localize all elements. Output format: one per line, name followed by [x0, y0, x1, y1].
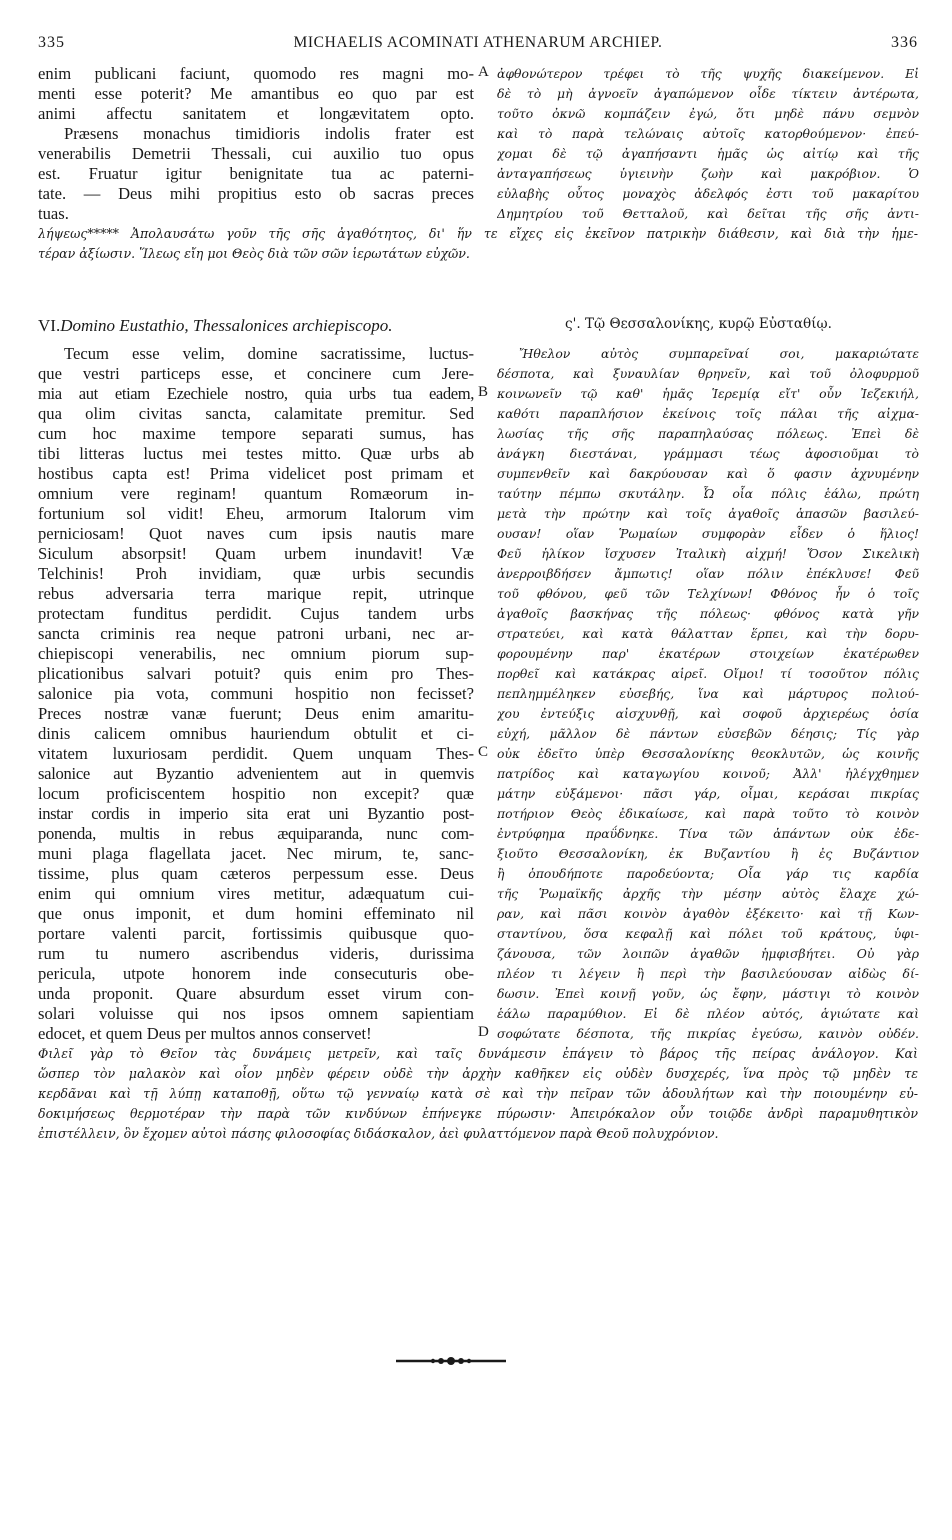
latin-column-v [38, 64, 474, 224]
latin-line: animi affectu sanitatem et longævitatem opto. [38, 104, 474, 123]
greek-line: Φεῦ ἡλίκον ἴσχυσεν Ἰταλικὴ αἰχμή! Ὅσον Σικελικὴ [497, 546, 919, 561]
margin-letter-a: A [478, 64, 489, 80]
latin-line: pericula, utpote honorem inde consecuturis obe- [38, 964, 474, 983]
greek-line: τοῦ φθόνου, φεῦ τῶν Τελχίνων! Φθόνος ἦν ὁ τοῖς [497, 586, 919, 601]
latin-line: dinis calicem omnibus hauriendum obtulit et ci- [38, 724, 474, 743]
greek-column-vi [497, 344, 919, 1044]
greek-line: κερδᾶναι καὶ τῇ λύπῃ καταποθῇ, οὕτω τῷ γενναίῳ κατὰ σὲ καὶ τὴν πεῖραν τῶν ἀδουλήτων καὶ τὴν ποιουμένην εὐ- [38, 1086, 918, 1101]
greek-line: ποτήριον Θεὸς ἐδικαίωσε, καὶ παρὰ τοῦτο τὸ κοινὸν [497, 806, 919, 821]
greek-fullwidth-v [38, 224, 918, 264]
greek-line: ἀνάγκη διεστάναι, γράμμασι τέως ἀφοσιοῦμαι τὸ [497, 446, 919, 461]
greek-line: ραν, καὶ πᾶσι κοινὸν ἀγαθὸν ἐξέκειτο· καὶ τῇ Κων- [497, 906, 919, 921]
margin-letter-d: D [478, 1024, 489, 1040]
latin-line: Telchinis! Proh invidiam, quæ urbis secundis [38, 564, 474, 583]
greek-line: λήψεως***** Ἀπολαυσάτω γοῦν τῆς σῆς ἀγαθότητος, δι' ἥν τε εἴχες εἰς ἐκεῖνον πατρικὴν διάθεσιν, καὶ διὰ τὴν ἡμε- [38, 226, 918, 241]
latin-line: omnium vere reginam! quantum Romæorum in- [38, 484, 474, 503]
greek-line: ἀνταγαπήσεως ὑγιεινὴν ζωὴν καὶ μακρόβιον. Ὁ [497, 166, 919, 181]
latin-line: est. Fruatur igitur benignitate tua ac paterni- [38, 164, 474, 183]
latin-line: que vestri particeps esse, et concinere cum Jere- [38, 364, 474, 383]
greek-line: Δημητρίου τοῦ Θετταλοῦ, καὶ δεῖται τῆς σῆς ἀντι- [497, 206, 919, 221]
greek-line: πατρίδος καὶ καταγωγίου κοινοῦ; Ἀλλ' ἠλέγχθημεν [497, 766, 919, 781]
latin-line: unda proponit. Quare absurdum esset virum con- [38, 984, 474, 1003]
greek-line: ουσαν! οἵαν Ῥωμαίων συμφορὰν εἶδεν ὁ ἥλιος! [497, 526, 919, 541]
latin-line: Preces nostræ vanæ fuerunt; Deus enim amaritu- [38, 704, 474, 723]
margin-letter-c: C [478, 744, 489, 760]
latin-line: Præsens monachus timidioris indolis frater est [64, 124, 474, 143]
latin-line: tuas. [38, 204, 69, 223]
latin-line: menti esse poterit? Me amantibus eo quo par est [38, 84, 474, 103]
greek-line: σταντίνου, ὅσα κεφαλῇ καὶ πόλει τοῦ κράτους, ὑφι- [497, 926, 919, 941]
latin-line: sancta criminis rea neque patroni urbani, nec ar- [38, 624, 474, 643]
greek-line: δωσιν. Ἐπεὶ κοινῇ γοῦν, ὡς ἔφην, μάστιγι τὸ κοινὸν [497, 986, 919, 1001]
latin-line: rum tu numero ascribendus videris, durissima [38, 944, 474, 963]
latin-line: venerabilis Demetrii Thessali, cui auxilio tuo opus [38, 144, 474, 163]
greek-line: πλέον τι λέγειν ἢ περὶ τὴν βασιλεύουσαν αἰδὼς δί- [497, 966, 919, 981]
latin-line: fortunium sol vidit! Eheu, armorum Italorum vim [38, 504, 474, 523]
latin-line: salonice aut Byzantio advenientem aut in quemvis [38, 764, 474, 783]
greek-line: ἀφθονώτερον τρέφει τὸ τῆς ψυχῆς διακείμενον. Εἰ [497, 66, 919, 81]
page-number-left: 335 [38, 34, 65, 51]
section-vi-latin-heading: VI.Domino Eustathio, Thessalonices archiepiscopo. [38, 316, 393, 335]
greek-line: στρατεύει, καὶ κατὰ θάλατταν ἕρπει, καὶ τὴν δορυ- [497, 626, 919, 641]
greek-line: ζάνουσα, τῶν λοιπῶν ἀγαθῶν ἡμφισβήτει. Οὐ γὰρ [497, 946, 919, 961]
greek-line: μάτην εὐξάμενοι· πᾶσι γάρ, οἶμαι, κεράσαι πικρίας [497, 786, 919, 801]
greek-line: δὲ τὸ μὴ ἀγνοεῖν ἀγαπώμενον οἶδε τίκτειν ἀντέρωτα, [497, 86, 919, 101]
greek-line: ξιοῦτο Θεσσαλονίκη, ἐκ Βυζαντίου ἢ ἐς Βυζάντιον [497, 846, 919, 861]
latin-line: rebus adversaria terra marique repit, utrinque [38, 584, 474, 603]
greek-line: τοῦτο ὀκνῶ κομπάζειν ἐγώ, ὅτι μηδὲ πάνυ σεμνὸν [497, 106, 919, 121]
latin-line: solari voluisse qui nos ipsos omnem sapientiam [38, 1004, 474, 1023]
latin-line: enim qui omnium vires metitur, adæquatum cui- [38, 884, 474, 903]
page-number-right: 336 [891, 34, 918, 51]
greek-line: τῆς Ῥωμαϊκῆς ἀρχῆς τὴν μέσην αὐτὸς ἔλαχε χώ- [497, 886, 919, 901]
latin-line: Tecum esse velim, domine sacratissime, luctus- [64, 344, 474, 363]
running-title: MICHAELIS ACOMINATI ATHENARUM ARCHIEP. [293, 34, 663, 51]
greek-line: ἀνερροιβδήσεν ἄμπωτις! οἵαν πόλιν ἐπέκλυσε! Φεῦ [497, 566, 919, 581]
greek-line: ἐπιστέλλειν, ὃν ἔχομεν αὐτοὶ πάσης φιλοσοφίας διδάσκαλον, ἀεὶ φυλαττόμενον παρὰ Θεοῦ πολυχρόνιον. [38, 1126, 719, 1141]
latin-line: Siculum absorpsit! Quam urbem inundavit! Væ [38, 544, 474, 563]
latin-line: tibi litteras luctus mei testes mitto. Quæ urbs ab [38, 444, 474, 463]
greek-line: ἀγαθοῖς βασκήνας τῆς πόλεως· φθόνος κατὰ γῆν [497, 606, 919, 621]
latin-line: mia aut etiam Ezechiele nostro, quia urbs tua eadem, [38, 384, 474, 403]
latin-line: tate. — Deus mihi propitius esto ob sacras preces [38, 184, 474, 203]
latin-line: plicationibus salvari potuit? quis enim pro Thes- [38, 664, 474, 683]
greek-line: ἢ ὁπουδήποτε παροδεύοντα; Οἷα γάρ τις καρδία [497, 866, 919, 881]
greek-line: κοινωνεῖν τῷ καθ' ἡμᾶς Ἱερεμίᾳ εἴτ' οὖν Ἰεζεκιήλ, [497, 386, 919, 401]
latin-line: tissime, plus quam cæteros perpessum esse. Deus [38, 864, 474, 883]
ornament-divider [396, 1355, 506, 1367]
latin-line: salonice pia vota, communi hospitio non fecisset? [38, 684, 474, 703]
greek-line: ἐντρύφημα πραΰδνηκε. Τίνα τῶν ἁπάντων οὐκ ἐδε- [497, 826, 919, 841]
greek-line: σοφώτατε δέσποτα, τῆς πικρίας ἐγεύσω, καινὸν οὐδέν. [497, 1026, 919, 1041]
greek-line: ὥσπερ τὸν μαλακὸν καὶ οἷον μηδὲν φέρειν οὐδὲ τὴν ἀρχὴν καθῆκεν εἰς οὐδὲν δυσχερές, ἵνα πρὸς τῷ μηδὲν τε [38, 1066, 918, 1081]
latin-line: vitatem luxuriosam perdidit. Quem unquam Thes- [38, 744, 474, 763]
greek-line: χου ἐντεύξις αἰσχυνθῇ, καὶ σοφοῦ ἀρχιερέως ὁσία [497, 706, 919, 721]
latin-line: ponenda, multis in rebus æquiparanda, nunc com- [38, 824, 474, 843]
greek-line: οὐκ ἐδεῖτο ὑπὲρ Θεσσαλονίκης θεοκλυτῶν, ὡς κοινῆς [497, 746, 919, 761]
greek-line: ἑάλω παραμύθιον. Εἰ δὲ πλέον αὐτός, ἁγιώτατε καὶ [497, 1006, 919, 1021]
latin-line: instar cordis in imperio sita erat uni Byzantio post- [38, 804, 474, 823]
latin-line: qua olim civitas sancta, calamitate premitur. Sed [38, 404, 474, 423]
greek-line: φορουμένην παρ' ἑκατέρων στοιχείων ἑκατέρωθεν [497, 646, 919, 661]
latin-line: locum proficiscentem hospitio non excepit? quæ [38, 784, 474, 803]
greek-line: συμπενθεῖν καὶ δακρύουσαν καὶ ὅ φασιν ἀχνυμένην [497, 466, 919, 481]
latin-line: muni plaga flagellata jacet. Nec mirum, te, sanc- [38, 844, 474, 863]
latin-line: perniciosam! Quot naves cum ipsis nautis mare [38, 524, 474, 543]
latin-line: enim publicani faciunt, quomodo res magni mo- [38, 64, 474, 83]
latin-column-vi [38, 344, 474, 1044]
greek-line: εὐχή, μᾶλλον δὲ πάντων εὐσεβῶν δέησις; Τίς γὰρ [497, 726, 919, 741]
latin-line: cum hoc maxime tempore separati sumus, has [38, 424, 474, 443]
running-header [38, 34, 918, 58]
greek-fullwidth-vi [38, 1044, 918, 1144]
margin-letter-b: B [478, 384, 489, 400]
latin-line: portare valenti parcit, fortissimis quibusque quo- [38, 924, 474, 943]
greek-line: Ἤθελον αὐτὸς συμπαρεῖναί σοι, μακαριώτατε [519, 346, 919, 361]
greek-line: εὐλαβὴς οὗτος μοναχὸς ἀδελφός ἐστι τοῦ μακαρίτου [497, 186, 919, 201]
latin-line: edocet, et quem Deus per multos annos conservet! [38, 1024, 372, 1043]
latin-line: hostibus capta est! Prima videlicet post primam et [38, 464, 474, 483]
greek-line: δοκιμήσεως θερμοτέραν τὴν παρὰ τῶν κινδύνων ἐπήνεγκε πύρωσιν· Ἀπειρόκαλον οὖν τοιῷδε ἀνδρὶ παραμυθητικὸν [38, 1106, 918, 1121]
greek-line: πορθεῖ καὶ κατάκρας αἱρεῖ. Οἴμοι! τί τοσοῦτον πόλις [497, 666, 919, 681]
greek-line: τέραν ἀξίωσιν. Ἵλεως εἴη μοι Θεὸς διὰ τῶν σῶν ἱερωτάτων εὐχῶν. [38, 246, 470, 261]
latin-line: protectam funditus perdidit. Cujus tandem urbs [38, 604, 474, 623]
greek-line: Φιλεῖ γὰρ τὸ Θεῖον τὰς δυνάμεις μετρεῖν, καὶ ταῖς δυνάμεσιν ἐπάγειν τὸ βάρος τῆς πείρας ἀνάλογον. Καὶ [38, 1046, 918, 1061]
latin-line: chiepiscopi venerabilis, nec omnium piorum sup- [38, 644, 474, 663]
greek-line: καὶ τὸ παρὰ τελώναις αὐτοῖς κατορθούμενον· ἐπεύ- [497, 126, 919, 141]
greek-line: δέσποτα, καὶ ξυναυλίαν θρηνεῖν, καὶ τοῦ ὀλοφυρμοῦ [497, 366, 919, 381]
greek-line: ταύτην πέμπω σκυτάλην. Ὦ οἷα πόλις ἑάλω, πρώτη [497, 486, 919, 501]
greek-column-v [497, 64, 919, 224]
greek-line: πεπλημμέληκεν εὐσεβής, ἵνα καὶ μάρτυρος πολιού- [497, 686, 919, 701]
latin-line: que onus imponit, et dum homini effeminato nil [38, 904, 474, 923]
greek-line: λωσίας τῆς σῆς παραπηλαύσας πόλεως. Ἐπεὶ δὲ [497, 426, 919, 441]
greek-line: καθότι παραπλήσιον ἐκείνοις τοῖς πάλαι τῆς αἰχμα- [497, 406, 919, 421]
greek-line: μετὰ τὴν πρώτην καὶ τοῖς ἀγαθοῖς ἁπασῶν βασιλεύ- [497, 506, 919, 521]
greek-line: χομαι δὲ τῷ ἀγαπήσαντι ἡμᾶς ὡς αἰτίῳ καὶ τῆς [497, 146, 919, 161]
section-vi-greek-heading: ς'. Τῷ Θεσσαλονίκης, κυρῷ Εὐσταθίῳ. [565, 316, 832, 332]
